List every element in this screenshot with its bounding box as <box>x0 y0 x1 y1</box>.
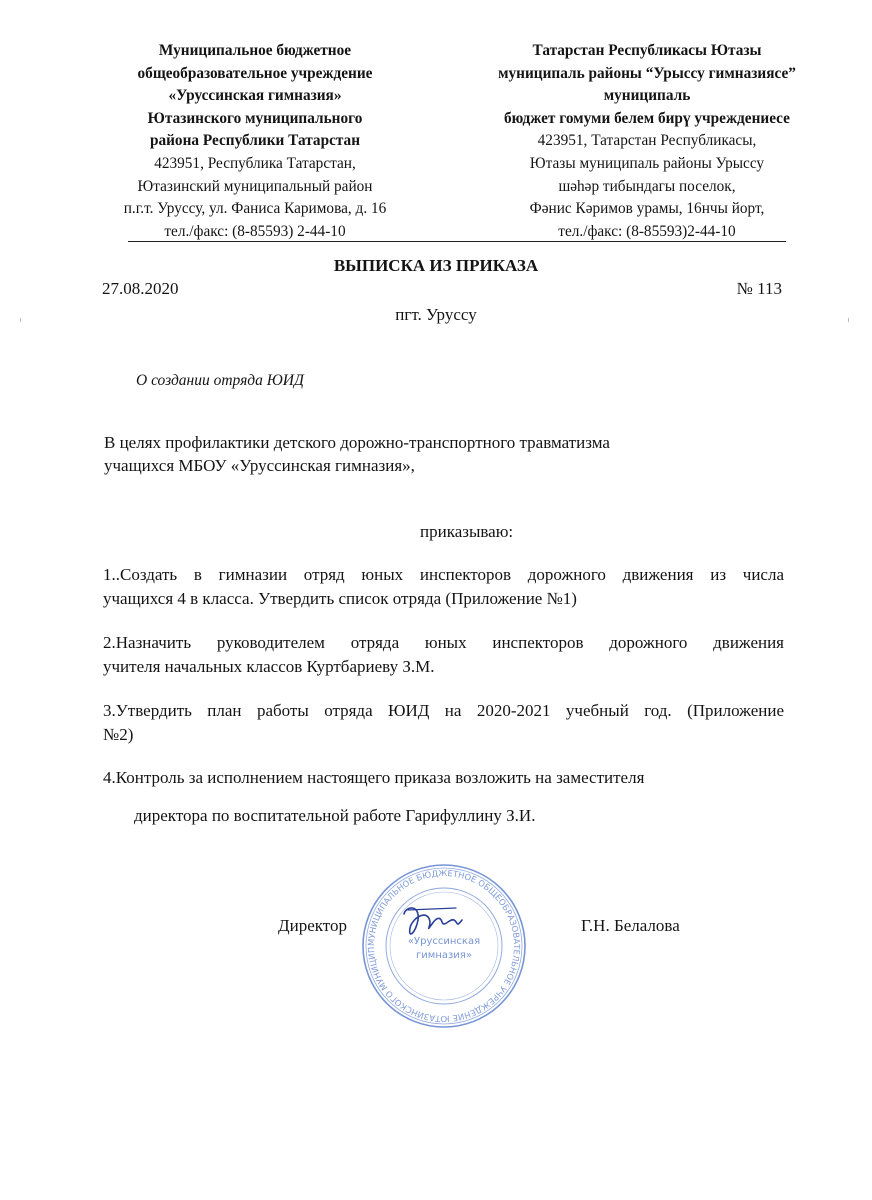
order-item-line: 2.Назначить руководителем отряда юных инспекторов дорожного движения <box>103 633 784 652</box>
order-item-line: №2) <box>103 725 134 744</box>
stamp-center-line: «Уруссинская <box>407 936 481 947</box>
stamp-graphic <box>360 862 528 1030</box>
order-subject: О создании отряда ЮИД <box>136 372 304 389</box>
stamp-ring-text: МУНИЦИПАЛЬНОЕ БЮДЖЕТНОЕ ОБЩЕОБРАЗОВАТЕЛЬНОЕ УЧРЕЖДЕНИЕ ЮТАЗИНСКОГО МУНИЦИП <box>365 867 523 1025</box>
official-stamp <box>360 862 528 1030</box>
preamble-line: В целях профилактики детского дорожно-транспортного травматизма <box>104 433 610 452</box>
header-right-address: Фәнис Кәримов урамы, 16нчы йорт, <box>529 200 765 218</box>
document-date: 27.08.2020 <box>102 279 179 298</box>
header-left-block <box>80 40 430 243</box>
order-item-line: учителя начальных классов Куртбариеву З.М. <box>103 657 435 676</box>
header-divider <box>128 241 786 242</box>
order-item-line: директора по воспитательной работе Гарифуллину З.И. <box>134 806 536 825</box>
document-title: ВЫПИСКА ИЗ ПРИКАЗА <box>333 256 539 275</box>
scan-edge-mark <box>20 318 21 322</box>
header-left-address: Ютазинский муниципальный район <box>137 177 373 195</box>
order-item-line: учащихся 4 в класса. Утвердить список отряда (Приложение №1) <box>103 589 577 608</box>
order-item-4 <box>103 766 784 790</box>
header-right-line: муниципаль районы “Урыссу гимназиясе” <box>498 64 796 82</box>
header-right-line: муниципаль <box>603 87 691 105</box>
order-item-line: 1..Создать в гимназии отряд юных инспекторов дорожного движения из числа <box>103 565 784 584</box>
header-right-phone: тел./факс: (8-85593)2-44-10 <box>558 222 736 240</box>
preamble <box>104 431 610 477</box>
order-item-line: 4.Контроль за исполнением настоящего приказа возложить на заместителя <box>103 768 645 787</box>
header-right-address: Ютазы муниципаль районы Урыссу <box>529 154 765 172</box>
signature-position: Директор <box>278 916 347 935</box>
order-item-3 <box>103 699 784 747</box>
scan-edge-mark <box>848 318 849 322</box>
header-right-address: 423951, Татарстан Республикасы, <box>537 132 757 150</box>
signature-name: Г.Н. Белалова <box>581 916 680 935</box>
order-item-1 <box>103 563 784 611</box>
header-left-line: Ютазинского муниципального <box>147 109 363 127</box>
header-right-line: Татарстан Республикасы Ютазы <box>532 42 762 59</box>
order-item-2 <box>103 631 784 679</box>
header-right-block <box>452 40 842 243</box>
document-place: пгт. Уруссу <box>395 305 477 324</box>
order-word: приказываю: <box>420 522 514 541</box>
header-left-address: 423951, Республика Татарстан, <box>154 154 356 172</box>
order-item-line: 3.Утвердить план работы отряда ЮИД на 2020-2021 учебный год. (Приложение <box>103 701 784 720</box>
header-right-address: шәһәр тибындагы поселок, <box>558 177 736 195</box>
header-left-address: п.г.т. Уруссу, ул. Фаниса Каримова, д. 16 <box>123 200 387 218</box>
header-left-line: «Уруссинская гимназия» <box>168 87 342 105</box>
header-left-line: Муниципальное бюджетное <box>158 42 352 59</box>
preamble-line: учащихся МБОУ «Уруссинская гимназия», <box>104 456 415 475</box>
header-left-line: общеобразовательное учреждение <box>137 64 373 82</box>
signature-scribble <box>404 908 462 934</box>
header-left-phone: тел./факс: (8-85593) 2-44-10 <box>164 222 346 240</box>
stamp-center-line: гимназия» <box>416 950 472 961</box>
header-right-line: бюджет гомуми белем бирү учреждениесе <box>504 109 790 127</box>
document-number: № 113 <box>736 279 782 298</box>
header-left-line: района Республики Татарстан <box>149 132 361 150</box>
